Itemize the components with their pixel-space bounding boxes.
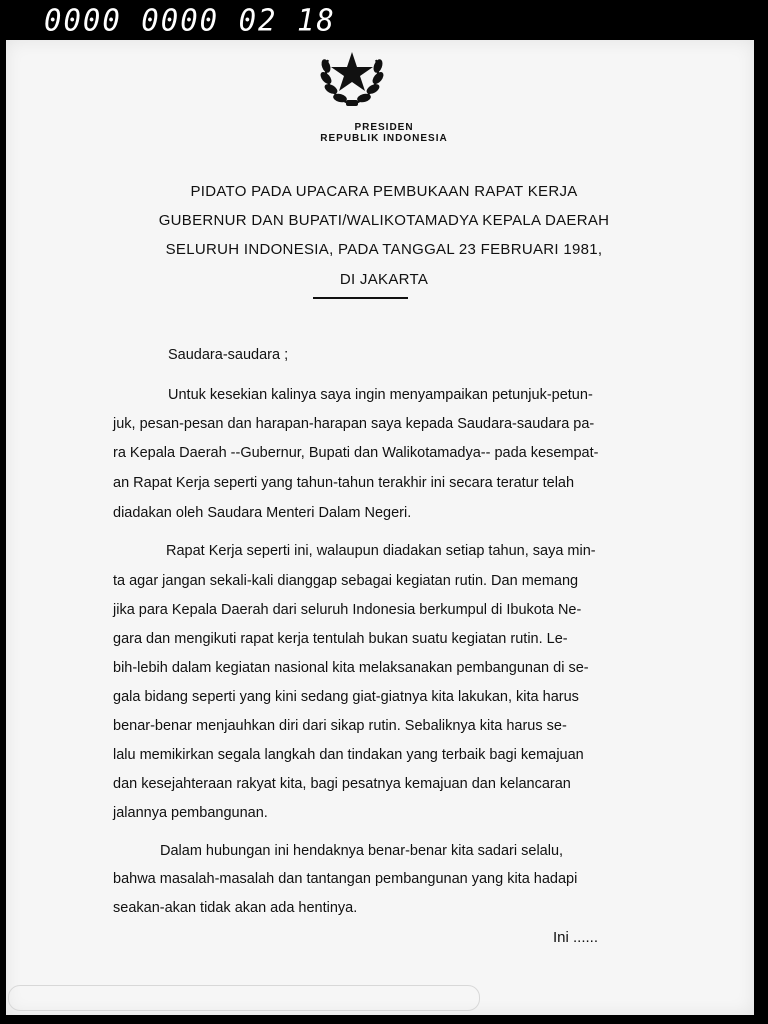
title-underline <box>313 297 408 299</box>
body-text-line: Rapat Kerja seperti ini, walaupun diadakan setiap tahun, saya min- <box>166 543 596 559</box>
body-text-line: juk, pesan-pesan dan harapan-harapan saya kepada Saudara-saudara pa- <box>113 416 595 432</box>
speech-title-line-3: SELURUH INDONESIA, PADA TANGGAL 23 FEBRUARI 1981, <box>165 241 603 258</box>
star-wreath-emblem-icon <box>306 40 398 110</box>
body-text-line: benar-benar menjauhkan diri dari sikap rutin. Sebaliknya kita harus se- <box>113 718 567 734</box>
body-text-line: an Rapat Kerja seperti yang tahun-tahun terakhir ini secara teratur telah <box>113 475 575 491</box>
speech-title-line-2: GUBERNUR DAN BUPATI/WALIKOTAMADYA KEPALA DAERAH <box>158 212 610 229</box>
body-text-line: ta agar jangan sekali-kali dianggap sebagai kegiatan rutin. Dan memang <box>113 573 579 589</box>
continuation-catchword: Ini ...... <box>553 929 599 946</box>
letterhead-line-2: REPUBLIK INDONESIA <box>320 133 448 144</box>
body-text-line: Dalam hubungan ini hendaknya benar-benar kita sadari selalu, <box>160 843 564 859</box>
body-text-line: diadakan oleh Saudara Menteri Dalam Negeri. <box>113 505 412 521</box>
body-text-line: jika para Kepala Daerah dari seluruh Indonesia berkumpul di Ibukota Ne- <box>113 602 582 618</box>
speech-title-line-4: DI JAKARTA <box>339 271 429 288</box>
body-text-line: lalu memikirkan segala langkah dan tindakan yang terbaik bagi kemajuan <box>113 747 584 763</box>
body-text-line: seakan-akan tidak akan ada hentinya. <box>113 900 358 916</box>
body-text-line: Untuk kesekian kalinya saya ingin menyampaikan petunjuk-petun- <box>168 387 593 403</box>
body-text-line: gala bidang seperti yang kini sedang giat-giatnya kita lakukan, kita harus <box>113 689 579 705</box>
speech-title-line-1: PIDATO PADA UPACARA PEMBUKAAN RAPAT KERJA <box>190 183 578 200</box>
salutation: Saudara-saudara ; <box>168 347 289 363</box>
body-text-line: bih-lebih dalam kegiatan nasional kita melaksanakan pembangunan di se- <box>113 660 589 676</box>
microfilm-frame-number: 0000 0000 02 18 <box>44 2 336 38</box>
page-edge-artifact <box>8 985 480 1011</box>
body-text-line: bahwa masalah-masalah dan tantangan pembangunan yang kita hadapi <box>113 871 578 887</box>
body-text-line: gara dan mengikuti rapat kerja tentulah bukan suatu kegiatan rutin. Le- <box>113 631 568 647</box>
body-text-line: dan kesejahteraan rakyat kita, bagi pesatnya kemajuan dan kelancaran <box>113 776 571 792</box>
letterhead-line-1: PRESIDEN <box>354 122 414 133</box>
body-text-line: ra Kepala Daerah --Gubernur, Bupati dan Walikotamadya-- pada kesempat- <box>113 445 599 461</box>
body-text-line: jalannya pembangunan. <box>113 805 268 821</box>
